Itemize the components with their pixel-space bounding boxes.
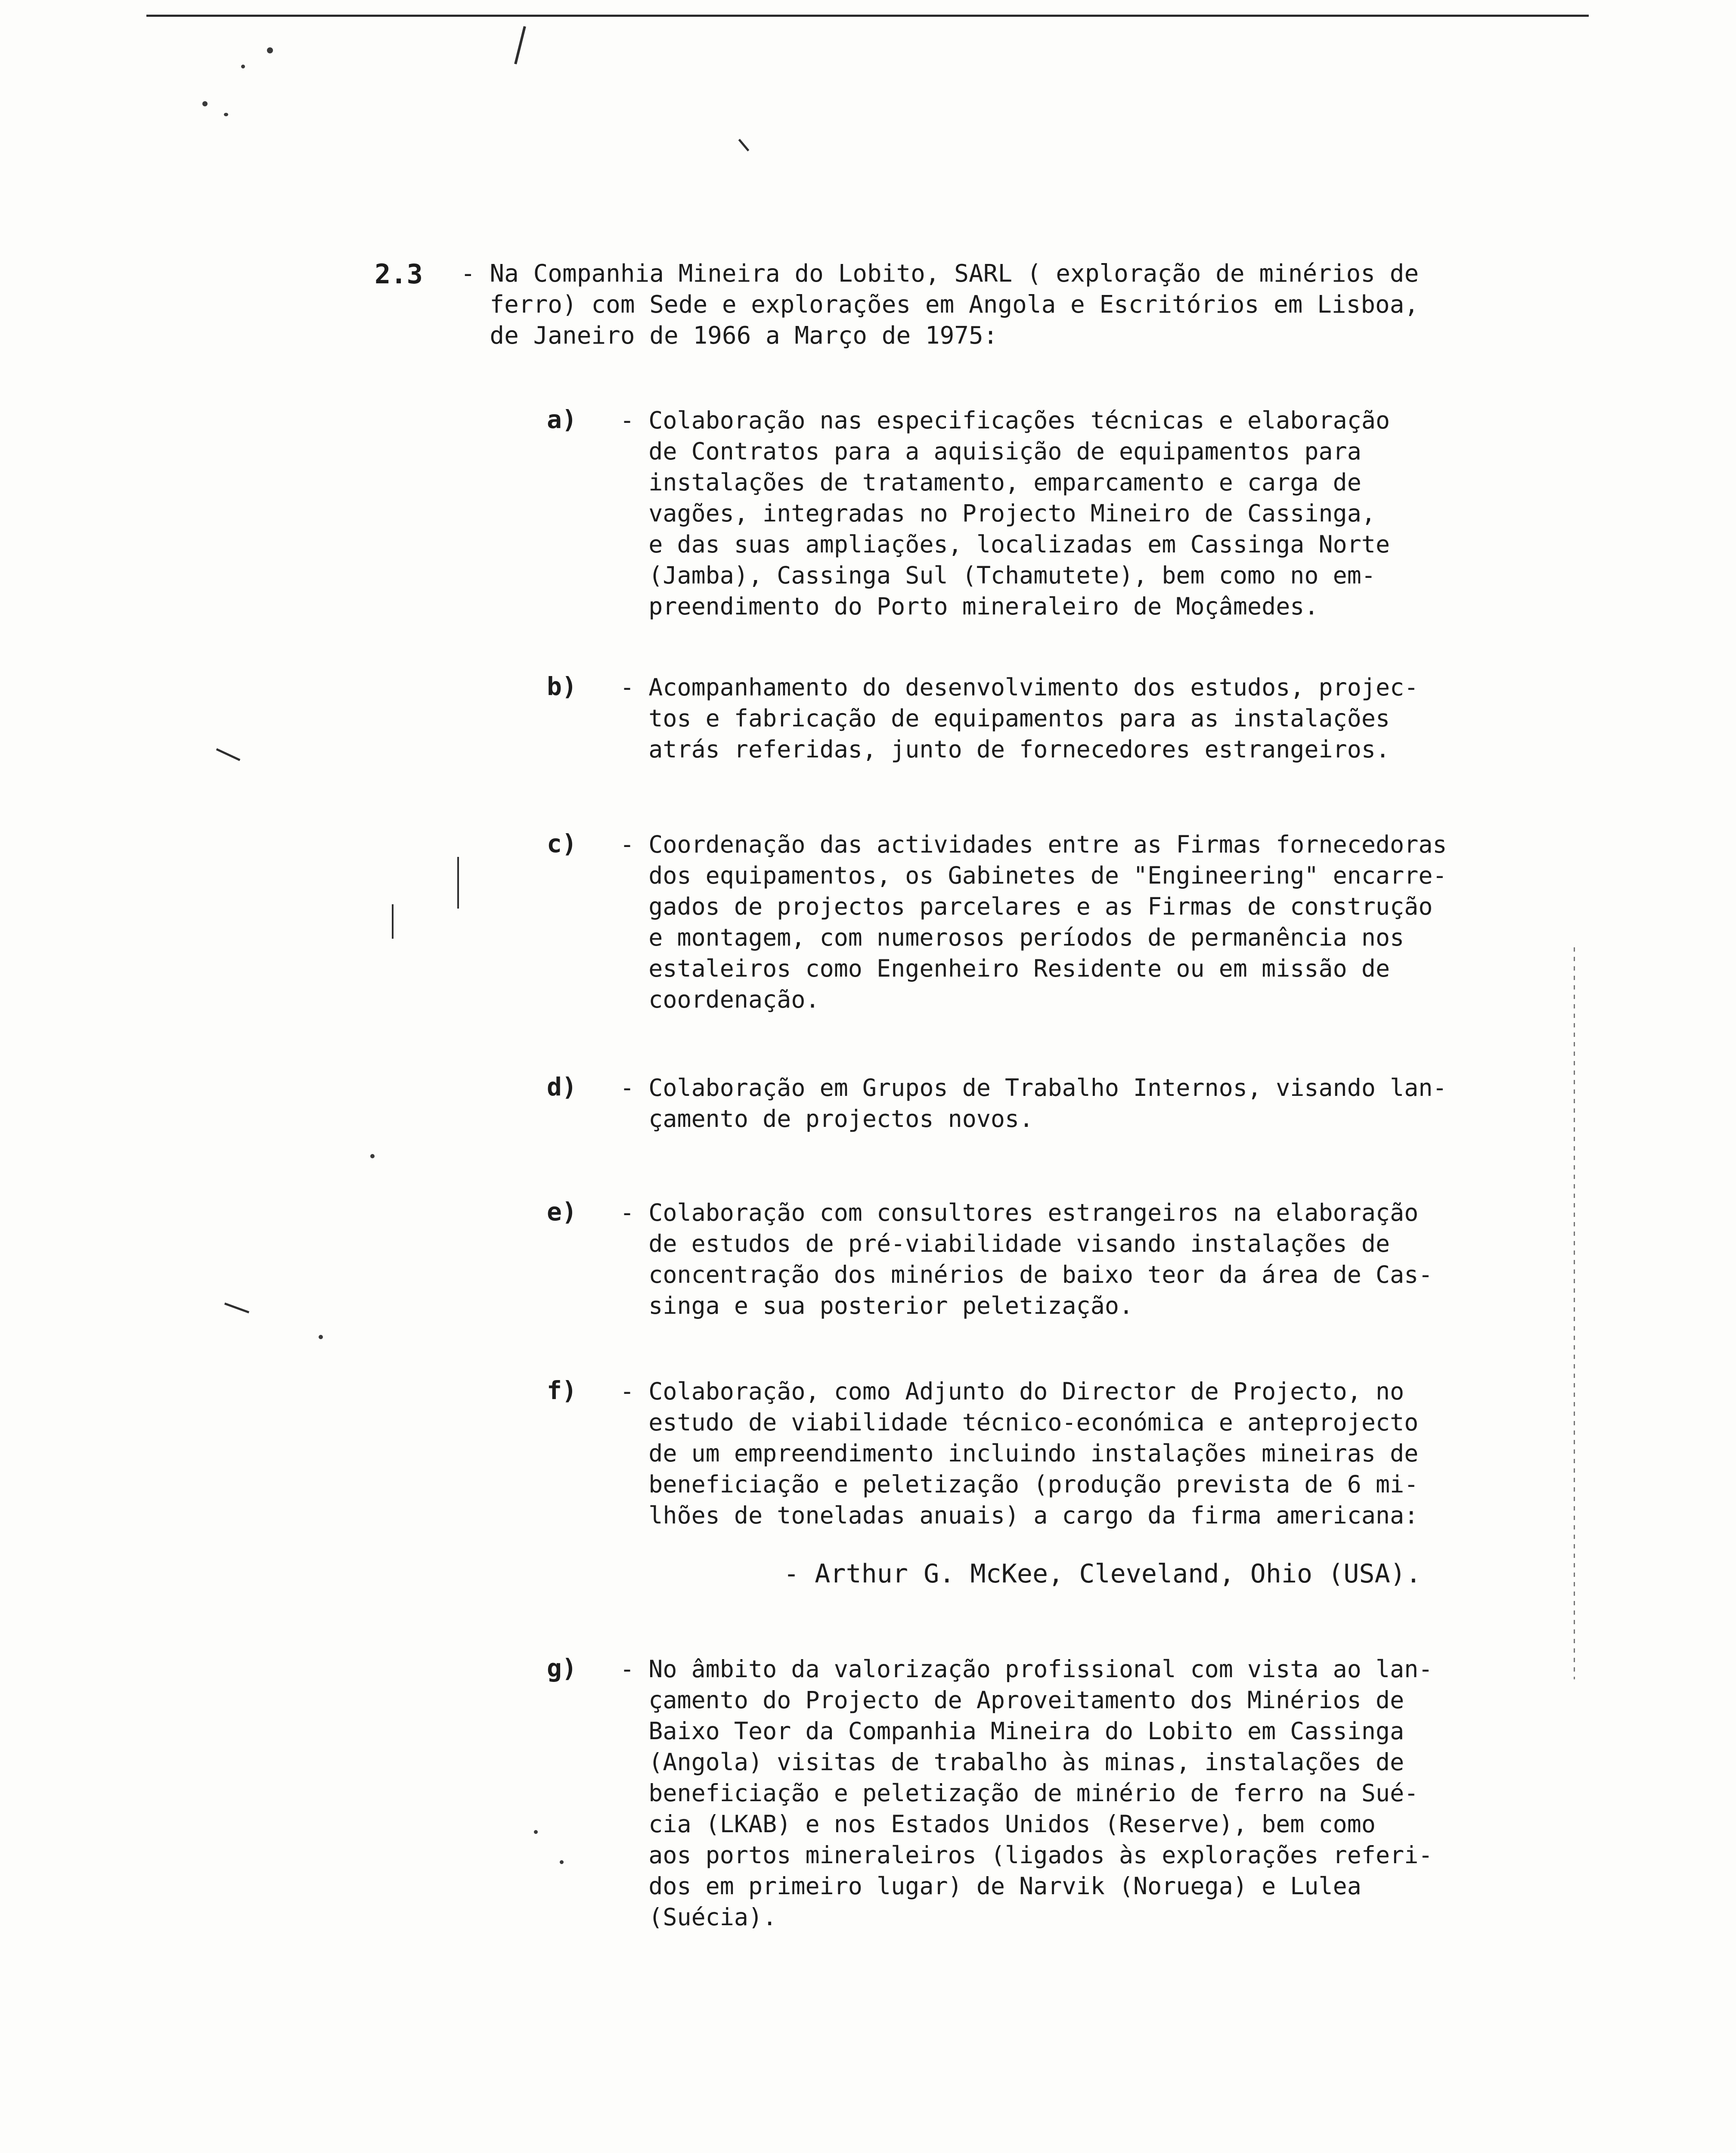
item-line: vagões, integradas no Projecto Mineiro de Cassinga, [620,499,1376,527]
item-line: estaleiros como Engenheiro Residente ou em missão de [620,955,1390,982]
item-line: dos equipamentos, os Gabinetes de "Engineering" encarre- [620,862,1447,889]
list-item-b [547,672,1494,765]
item-text [620,405,1494,622]
item-line: beneficiação e peletização (produção prevista de 6 mi- [620,1470,1419,1498]
scan-speck [534,1830,538,1834]
scan-speck [202,101,208,106]
scan-smudge [216,748,240,761]
item-line: concentração dos minérios de baixo teor da área de Cas- [620,1261,1433,1288]
item-letter: g) [547,1654,577,1683]
pen-mark [738,139,750,151]
item-line: lhões de toneladas anuais) a cargo da firma americana: [620,1502,1419,1529]
item-line: (Jamba), Cassinga Sul (Tchamutete), bem como no em- [620,562,1376,589]
scan-smudge [224,1303,249,1313]
scan-speck [267,47,273,53]
top-scan-border [146,15,1589,17]
intro-line: - Na Companhia Mineira do Lobito, SARL ( exploração de minérios de [461,260,1419,288]
item-letter: d) [547,1072,577,1101]
list-item-f [547,1376,1494,1531]
item-line: singa e sua posterior peletização. [620,1292,1134,1319]
item-text [620,829,1494,1015]
item-line: tos e fabricação de equipamentos para as instalações [620,704,1390,732]
item-line: de Contratos para a aquisição de equipamentos para [620,437,1361,465]
item-letter: e) [547,1197,577,1226]
item-letter: f) [547,1376,577,1405]
section-intro-text [461,258,1494,351]
item-line: atrás referidas, junto de fornecedores estrangeiros. [620,735,1390,763]
item-line: (Suécia). [620,1903,777,1931]
pen-mark [514,26,526,65]
list-item-g [547,1654,1494,1933]
item-line: çamento de projectos novos. [620,1105,1034,1132]
item-line: instalações de tratamento, emparcamento e carga de [620,468,1361,496]
item-line: çamento do Projecto de Aproveitamento dos Minérios de [620,1686,1404,1714]
scan-smudge [392,904,394,939]
list-item-c [547,829,1494,1015]
scan-speck [319,1335,323,1339]
item-line: e das suas ampliações, localizadas em Cassinga Norte [620,530,1390,558]
list-item-e [547,1197,1494,1321]
intro-line: ferro) com Sede e explorações em Angola e Escritórios em Lisboa, [461,291,1419,319]
item-line: - Colaboração, como Adjunto do Director de Projecto, no [620,1377,1404,1405]
item-text [620,1072,1494,1134]
scan-speck [241,65,245,68]
section-intro [375,258,1494,351]
item-line: cia (LKAB) e nos Estados Unidos (Reserve), bem como [620,1810,1376,1838]
item-line: - Colaboração em Grupos de Trabalho Internos, visando lan- [620,1074,1447,1101]
item-line: Baixo Teor da Companhia Mineira do Lobito em Cassinga [620,1717,1404,1745]
item-line: de um empreendimento incluindo instalações mineiras de [620,1439,1419,1467]
item-text [620,1197,1494,1321]
item-text [620,672,1494,765]
firm-attribution: - Arthur G. McKee, Cleveland, Ohio (USA). [784,1559,1422,1589]
section-number: 2.3 [375,258,423,290]
item-line: (Angola) visitas de trabalho às minas, instalações de [620,1748,1404,1776]
item-letter: b) [547,672,577,701]
list-item-a [547,405,1494,622]
item-line: - Colaboração com consultores estrangeiros na elaboração [620,1199,1419,1226]
item-line: preendimento do Porto mineraleiro de Moçâmedes. [620,593,1319,620]
intro-line: de Janeiro de 1966 a Março de 1975: [461,322,998,350]
item-line: - Colaboração nas especificações técnicas e elaboração [620,406,1390,434]
item-line: - No âmbito da valorização profissional com vista ao lan- [620,1655,1433,1683]
item-line: gados de projectos parcelares e as Firmas de construção [620,893,1433,920]
item-line: coordenação. [620,986,820,1013]
list-item-d [547,1072,1494,1134]
item-line: - Coordenação das actividades entre as Firmas fornecedoras [620,831,1447,858]
scan-smudge [457,857,459,909]
item-line: aos portos mineraleiros (ligados às explorações referi- [620,1841,1433,1869]
item-letter: a) [547,405,577,434]
item-line: estudo de viabilidade técnico-económica e anteprojecto [620,1408,1419,1436]
item-line: - Acompanhamento do desenvolvimento dos estudos, projec- [620,673,1419,701]
item-line: e montagem, com numerosos períodos de permanência nos [620,924,1404,951]
item-line: de estudos de pré-viabilidade visando instalações de [620,1230,1390,1257]
item-line: dos em primeiro lugar) de Narvik (Noruega) e Lulea [620,1872,1361,1900]
item-text [620,1376,1494,1531]
scan-speck [370,1154,375,1158]
scan-speck [224,113,228,116]
item-text [620,1654,1494,1933]
binder-edge-line [1574,947,1575,1679]
item-line: beneficiação e peletização de minério de ferro na Sué- [620,1779,1419,1807]
item-letter: c) [547,829,577,858]
